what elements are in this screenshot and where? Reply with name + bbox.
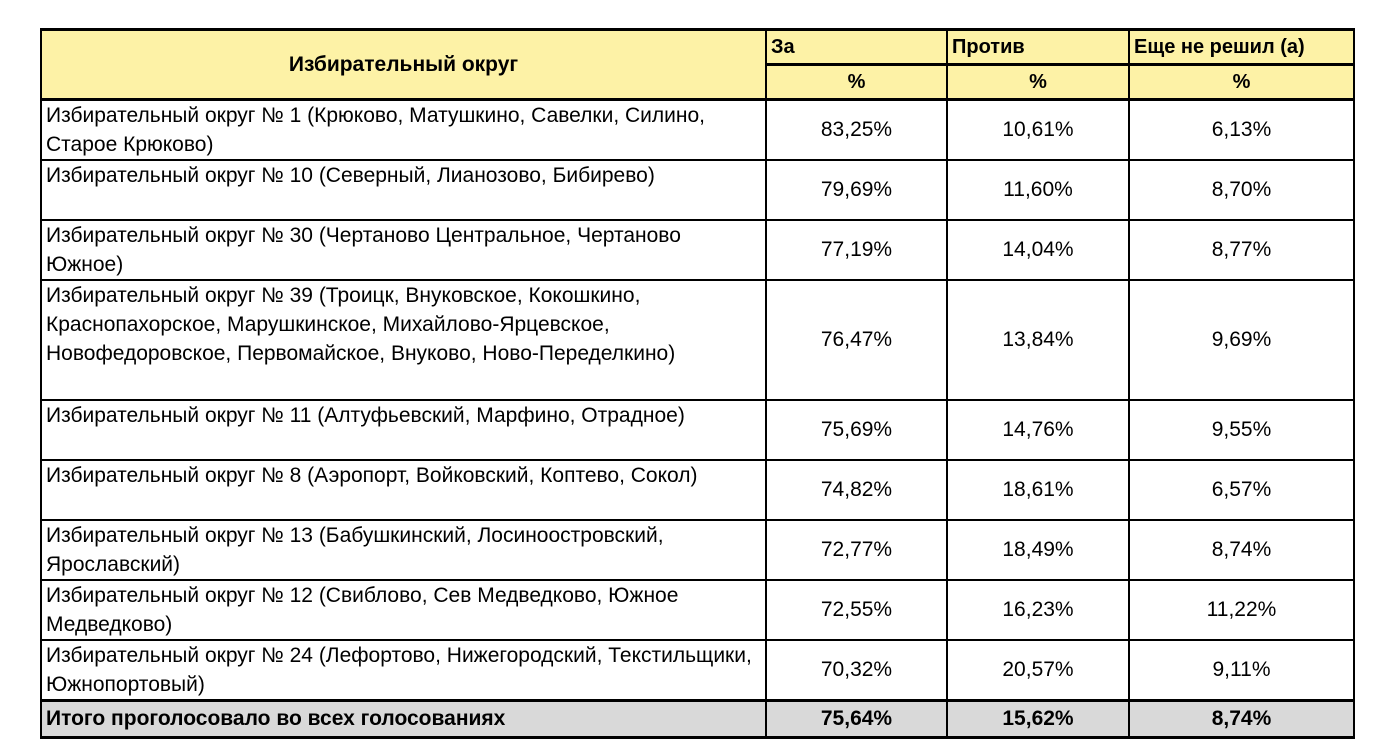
- undecided-value: 8,70%: [1129, 160, 1354, 220]
- against-unit-header: %: [947, 65, 1129, 100]
- table-body: [41, 100, 1354, 738]
- undecided-value: 8,74%: [1129, 520, 1354, 580]
- table-row: [41, 520, 1354, 580]
- against-value: 14,76%: [947, 400, 1129, 460]
- for-value: 79,69%: [766, 160, 947, 220]
- district-name: Избирательный округ № 10 (Северный, Лианозово, Бибирево): [41, 160, 766, 220]
- district-name: Избирательный округ № 13 (Бабушкинский, Лосиноостровский, Ярославский): [41, 520, 766, 580]
- for-value: 76,47%: [766, 280, 947, 400]
- against-value: 18,61%: [947, 460, 1129, 520]
- total-label: Итого проголосовало во всех голосованиях: [41, 701, 766, 738]
- undecided-value: 9,55%: [1129, 400, 1354, 460]
- district-name: Избирательный округ № 30 (Чертаново Центральное, Чертаново Южное): [41, 220, 766, 280]
- district-name: Избирательный округ № 24 (Лефортово, Нижегородский, Текстильщики, Южнопортовый): [41, 640, 766, 701]
- table-row: [41, 400, 1354, 460]
- district-header: Избирательный округ: [41, 30, 766, 100]
- undecided-value: 9,11%: [1129, 640, 1354, 701]
- for-value: 72,77%: [766, 520, 947, 580]
- for-value: 70,32%: [766, 640, 947, 701]
- undecided-header: Еще не решил (а): [1129, 30, 1354, 65]
- against-value: 20,57%: [947, 640, 1129, 701]
- for-value: 75,69%: [766, 400, 947, 460]
- total-against-value: 15,62%: [947, 701, 1129, 738]
- for-unit-header: %: [766, 65, 947, 100]
- table-row: [41, 580, 1354, 640]
- undecided-value: 6,57%: [1129, 460, 1354, 520]
- district-name: Избирательный округ № 11 (Алтуфьевский, Марфино, Отрадное): [41, 400, 766, 460]
- table-row: [41, 100, 1354, 161]
- against-value: 14,04%: [947, 220, 1129, 280]
- against-value: 13,84%: [947, 280, 1129, 400]
- undecided-unit-header: %: [1129, 65, 1354, 100]
- against-value: 11,60%: [947, 160, 1129, 220]
- district-name: Избирательный округ № 39 (Троицк, Внуковское, Кокошкино, Краснопахорское, Марушкинское, Михайлово-Ярцевское, Новофедоровское, Первомайское, Внуково, Ново-Переделкино): [41, 280, 766, 400]
- for-value: 77,19%: [766, 220, 947, 280]
- against-header: Против: [947, 30, 1129, 65]
- table-row: [41, 640, 1354, 701]
- undecided-value: 9,69%: [1129, 280, 1354, 400]
- against-value: 10,61%: [947, 100, 1129, 161]
- against-value: 16,23%: [947, 580, 1129, 640]
- for-value: 83,25%: [766, 100, 947, 161]
- total-row: [41, 701, 1354, 738]
- total-undecided-value: 8,74%: [1129, 701, 1354, 738]
- table-row: [41, 460, 1354, 520]
- district-name: Избирательный округ № 12 (Свиблово, Сев Медведково, Южное Медведково): [41, 580, 766, 640]
- table-row: [41, 220, 1354, 280]
- table-row: [41, 280, 1354, 400]
- for-header: За: [766, 30, 947, 65]
- district-name: Избирательный округ № 1 (Крюково, Матушкино, Савелки, Силино, Старое Крюково): [41, 100, 766, 161]
- results-table: [40, 28, 1355, 739]
- district-name: Избирательный округ № 8 (Аэропорт, Войковский, Коптево, Сокол): [41, 460, 766, 520]
- undecided-value: 8,77%: [1129, 220, 1354, 280]
- for-value: 72,55%: [766, 580, 947, 640]
- table-header: [41, 30, 1354, 100]
- table-row: [41, 160, 1354, 220]
- against-value: 18,49%: [947, 520, 1129, 580]
- undecided-value: 6,13%: [1129, 100, 1354, 161]
- for-value: 74,82%: [766, 460, 947, 520]
- undecided-value: 11,22%: [1129, 580, 1354, 640]
- total-for-value: 75,64%: [766, 701, 947, 738]
